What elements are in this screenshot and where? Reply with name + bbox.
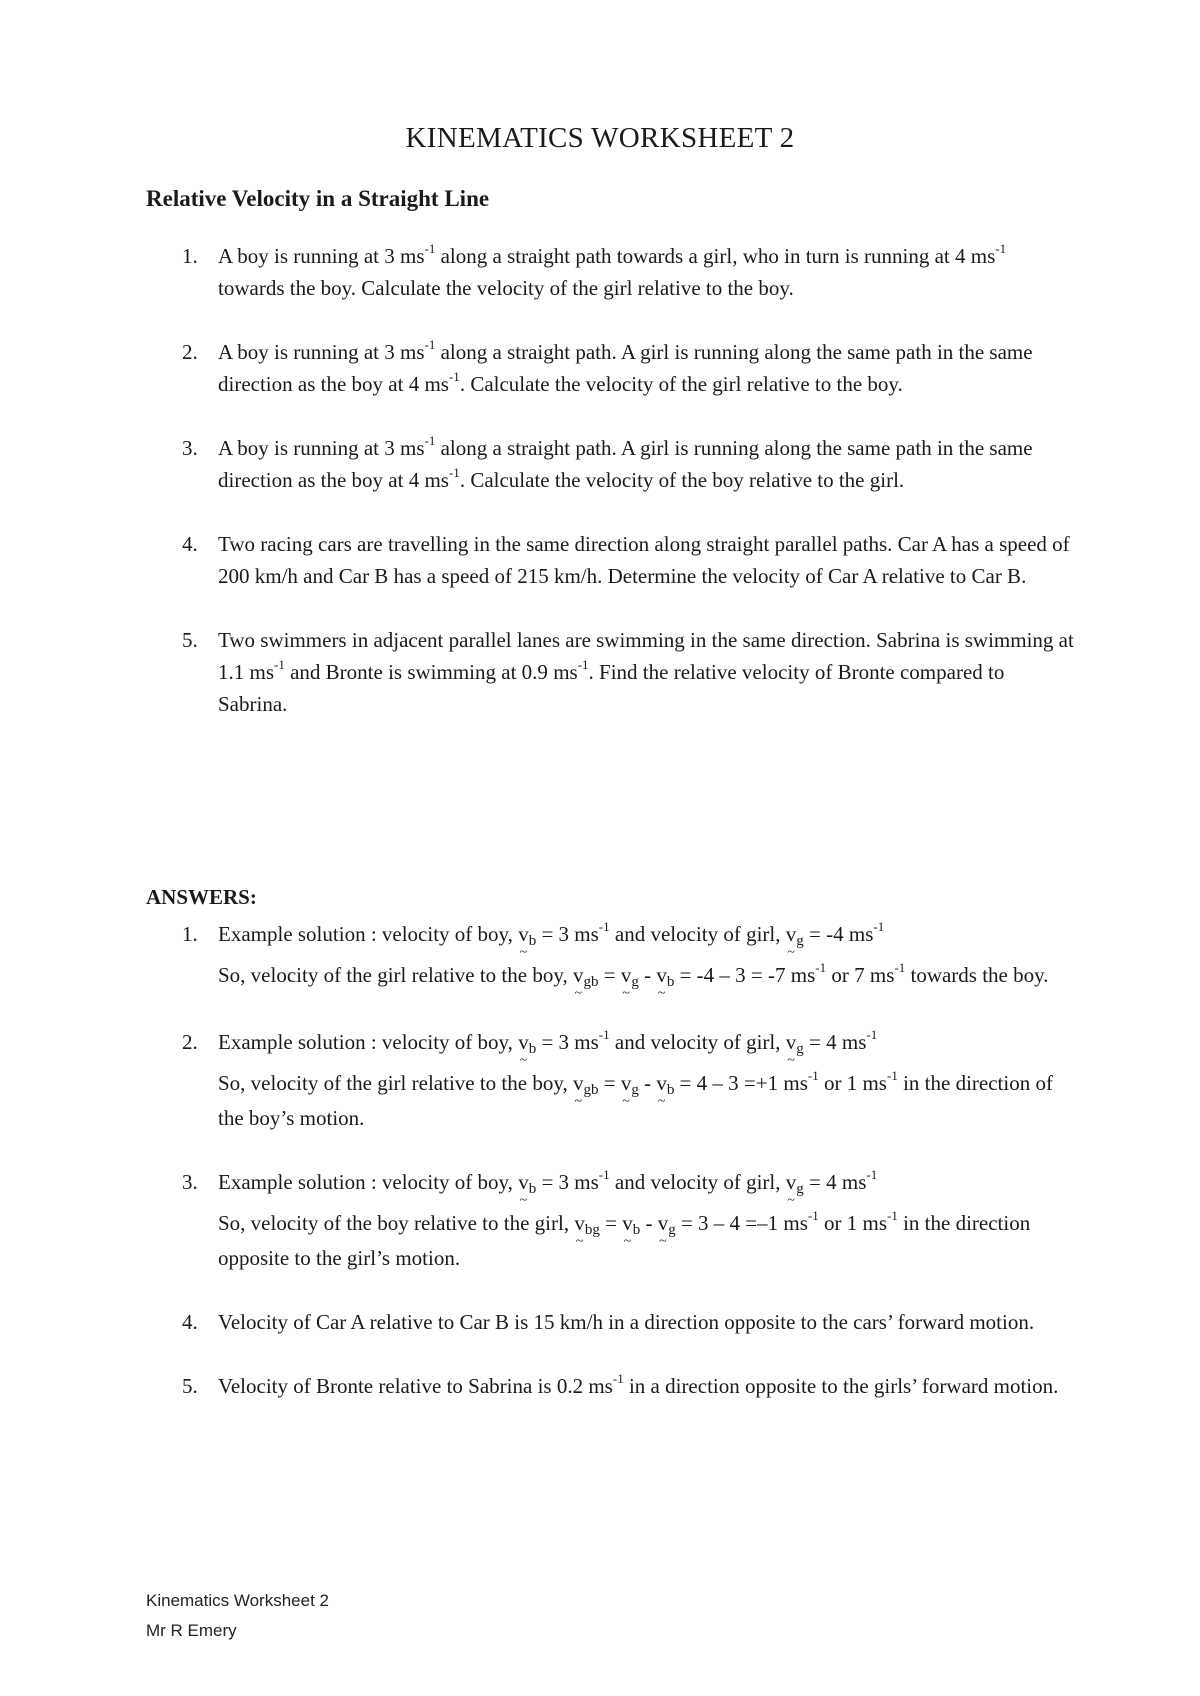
answer-number: 4. [182, 1310, 198, 1334]
answer-item [146, 1026, 1076, 1134]
answer-working: So, velocity of the girl relative to the boy, v ~ gb = v ~ g - v ~ b = -4 – 3 = -7 $ms^{-1}$ or 7 $ms^{-1}$ towards the boy. [218, 960, 1049, 1001]
question-text: A boy is running at 3 $ms^{-1}$ along a straight path. A girl is running along the same path in the same direction as the boy at 4 $ms^{-1}$. Calculate the velocity of the boy relative to the girl. [218, 433, 1033, 492]
answer-item [146, 1370, 1076, 1402]
vector-symbol: v ~ [572, 1071, 584, 1109]
answer-working: So, velocity of the girl relative to the boy, v ~ gb = v ~ g - v ~ b = 4 – 3 =+1 $ms^{-1}$ or 1 $ms^{-1}$ in the direction of the boy’s motion. [218, 1068, 1053, 1130]
vector-symbol: v ~ [785, 1030, 797, 1068]
section-heading: Relative Velocity in a Straight Line [146, 186, 490, 211]
question-item [146, 528, 1076, 592]
vector-symbol: v ~ [620, 1071, 632, 1109]
vector-symbol: v ~ [518, 922, 529, 960]
answer-list [146, 918, 1076, 1434]
vector-symbol: v ~ [622, 1211, 633, 1249]
answer-number: 5. [182, 1374, 198, 1398]
question-item [146, 336, 1076, 400]
question-text: A boy is running at 3 $ms^{-1}$ along a straight path towards a girl, who in turn is running at 4 $ms^{-1}$ towards the boy. Calculate the velocity of the girl relative to the boy. [218, 241, 1007, 300]
question-item [146, 240, 1076, 304]
question-text: Two racing cars are travelling in the same direction along straight parallel paths. Car A has a speed of 200 km/h and Car B has a speed of 215 km/h. Determine the velocity of Car A relative to Car B. [218, 532, 1070, 588]
vector-symbol: v ~ [785, 1170, 797, 1208]
answer-line: Example solution : velocity of boy, v ~ b = 3 $ms^{-1}$ and velocity of girl, v ~ g = 4 $ms^{-1}$ [218, 1167, 878, 1208]
vector-symbol: v ~ [656, 963, 667, 1001]
answers-heading: ANSWERS: [146, 885, 257, 909]
answer-line: Example solution : velocity of boy, v ~ b = 3 $ms^{-1}$ and velocity of girl, v ~ g = 4 $ms^{-1}$ [218, 1027, 878, 1068]
question-item [146, 432, 1076, 496]
question-list [146, 240, 1076, 752]
vector-symbol: v ~ [518, 1170, 529, 1208]
question-number: 5. [182, 628, 198, 652]
question-number: 4. [182, 532, 198, 556]
answer-number: 2. [182, 1030, 198, 1054]
question-number: 2. [182, 340, 198, 364]
vector-symbol: v ~ [620, 963, 632, 1001]
answer-line: Velocity of Bronte relative to Sabrina is 0.2 $ms^{-1}$ in a direction opposite to the girls’ forward motion. [218, 1371, 1059, 1398]
answer-item [146, 1306, 1076, 1338]
answer-number: 3. [182, 1170, 198, 1194]
answer-line: Velocity of Car A relative to Car B is 15 km/h in a direction opposite to the cars’ forward motion. [218, 1310, 1035, 1334]
question-text: A boy is running at 3 $ms^{-1}$ along a straight path. A girl is running along the same path in the same direction as the boy at 4 $ms^{-1}$. Calculate the velocity of the girl relative to the boy. [218, 337, 1033, 396]
answer-line: Example solution : velocity of boy, v ~ b = 3 $ms^{-1}$ and velocity of girl, v ~ g = -4 $ms^{-1}$ [218, 919, 885, 960]
page-footer [146, 1586, 329, 1646]
vector-symbol: v ~ [518, 1030, 529, 1068]
question-number: 3. [182, 436, 198, 460]
vector-symbol: v ~ [574, 1211, 585, 1249]
vector-symbol: v ~ [657, 1211, 669, 1249]
answer-item [146, 1166, 1076, 1274]
page-title: KINEMATICS WORKSHEET 2 [405, 122, 795, 154]
footer-title: Kinematics Worksheet 2 [146, 1591, 329, 1610]
question-number: 1. [182, 244, 198, 268]
answer-number: 1. [182, 922, 198, 946]
footer-author: Mr R Emery [146, 1621, 237, 1640]
vector-symbol: v ~ [572, 963, 584, 1001]
answer-working: So, velocity of the boy relative to the girl, v ~ bg = v ~ b - v ~ g = 3 – 4 =–1 $ms^{-1}$ or 1 $ms^{-1}$ in the direction opposite to the girl’s motion. [218, 1208, 1031, 1270]
vector-symbol: v ~ [656, 1071, 667, 1109]
vector-symbol: v ~ [785, 922, 797, 960]
answer-item [146, 918, 1076, 1001]
question-text: Two swimmers in adjacent parallel lanes are swimming in the same direction. Sabrina is swimming at 1.1 $ms^{-1}$ and Bronte is swimming at 0.9 $ms^{-1}$. Find the relative velocity of Bronte compared to Sabrina. [218, 628, 1074, 716]
question-item [146, 624, 1076, 720]
